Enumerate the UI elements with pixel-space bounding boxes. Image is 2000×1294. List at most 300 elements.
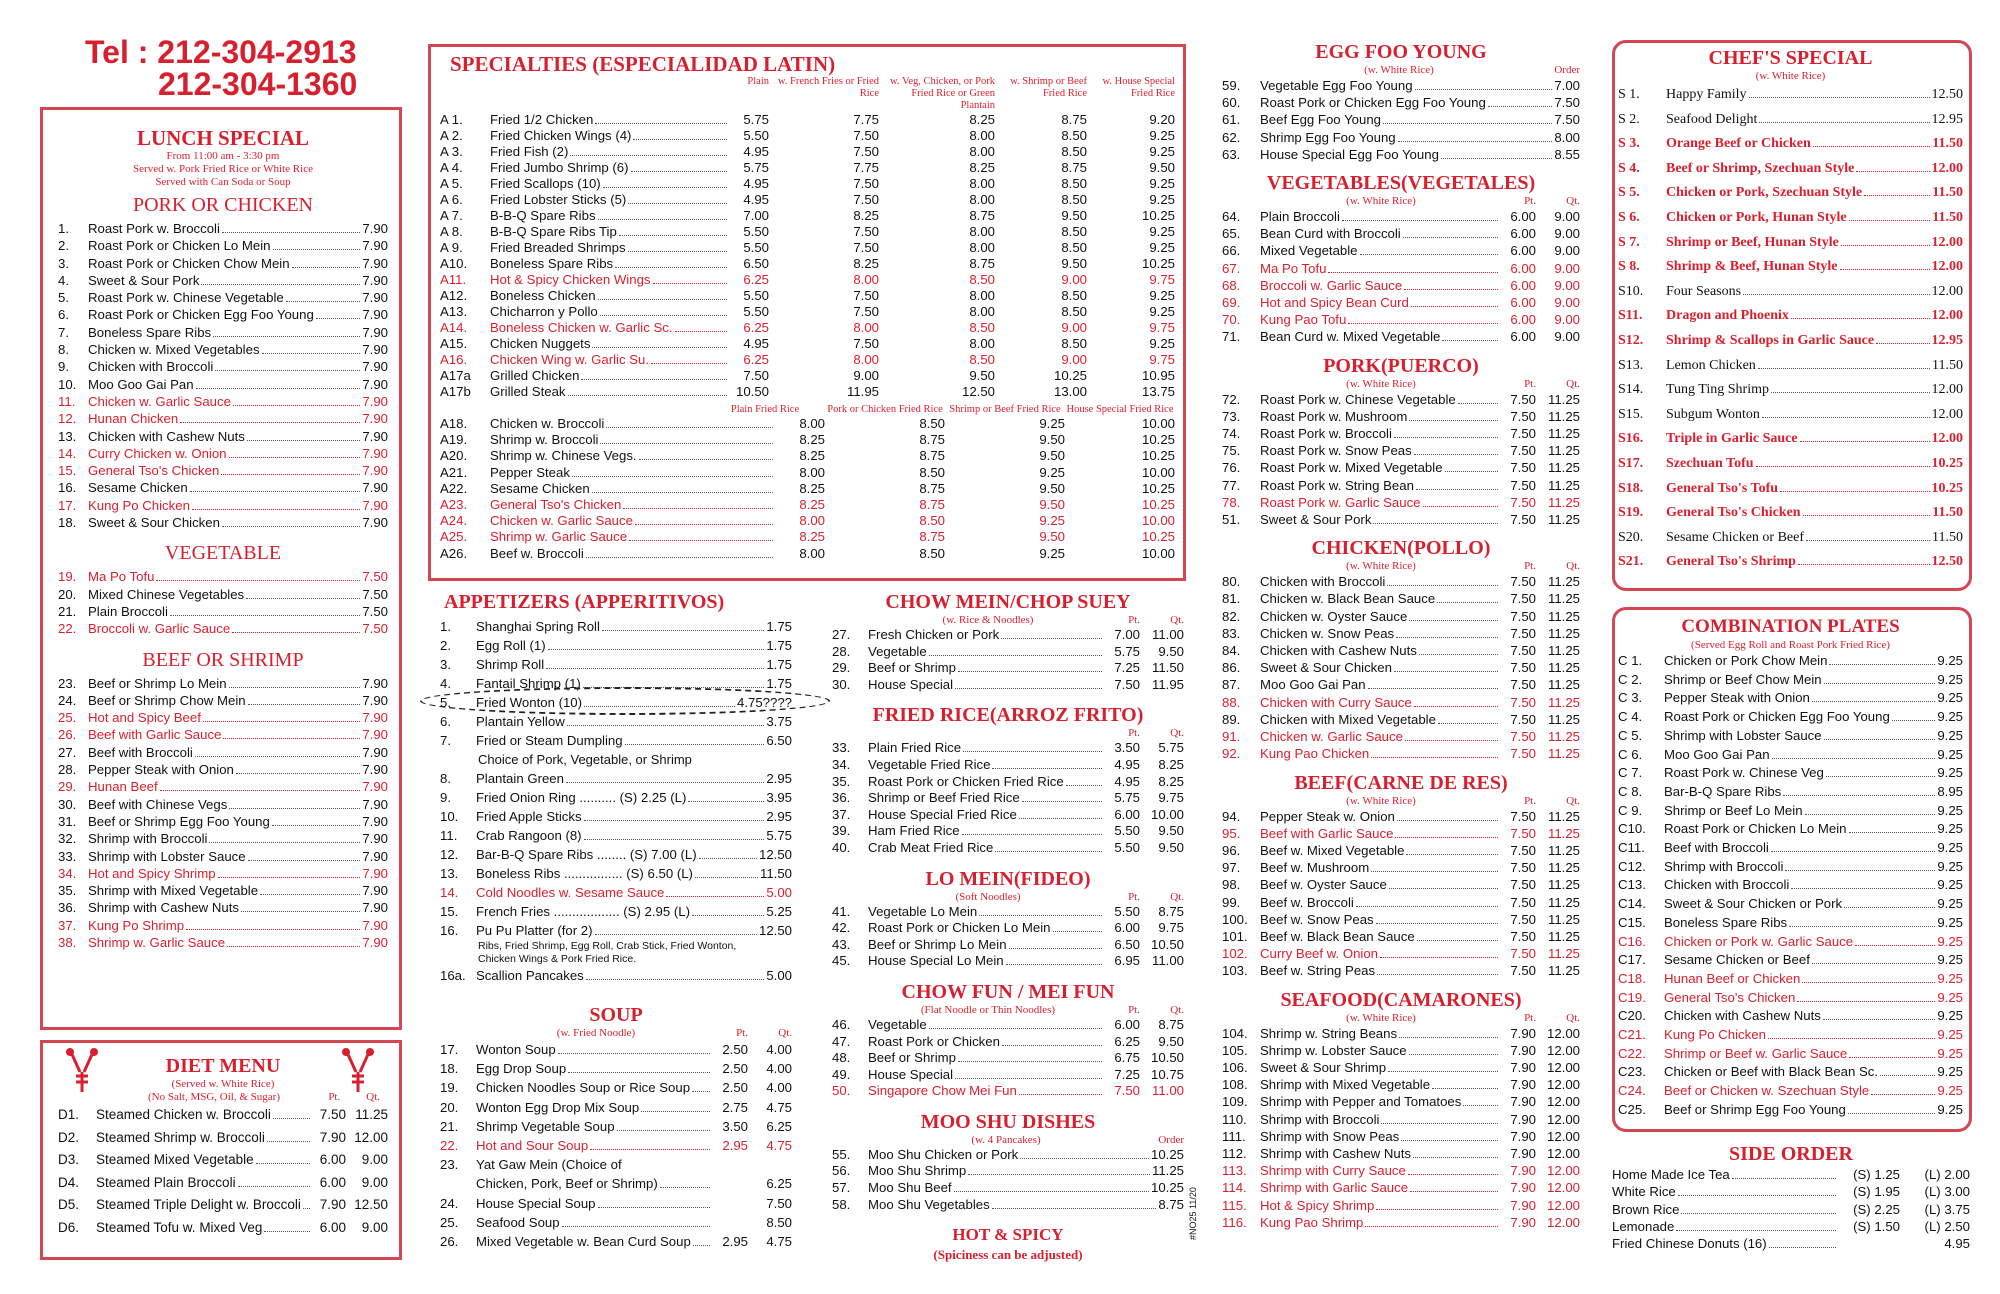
menu-item[interactable] — [440, 1232, 792, 1251]
menu-item[interactable] — [832, 1034, 1184, 1051]
menu-item[interactable] — [1618, 783, 1963, 802]
item-price: 9.00 — [1061, 272, 1087, 287]
menu-item[interactable] — [440, 902, 792, 921]
dot-leader — [1824, 739, 1936, 740]
menu-item[interactable] — [58, 462, 388, 479]
item-price: 8.25 — [799, 529, 825, 545]
menu-item[interactable] — [1222, 825, 1580, 842]
menu-item[interactable] — [1222, 208, 1580, 225]
menu-item[interactable] — [440, 144, 1175, 160]
menu-item[interactable] — [440, 769, 792, 788]
item-price: 9.50 — [1061, 256, 1087, 271]
menu-item[interactable] — [58, 778, 388, 795]
menu-item[interactable] — [58, 709, 388, 726]
item-number: 39. — [832, 823, 851, 839]
menu-item[interactable] — [440, 192, 1175, 208]
menu-item[interactable] — [1222, 573, 1580, 590]
menu-item[interactable] — [58, 306, 388, 323]
menu-item[interactable] — [1222, 111, 1580, 128]
menu-item[interactable] — [440, 513, 1175, 529]
menu-item[interactable] — [1618, 764, 1963, 783]
menu-item[interactable] — [58, 255, 388, 272]
lobster-icon — [62, 1046, 102, 1096]
menu-item[interactable] — [1618, 1045, 1963, 1064]
menu-item[interactable] — [440, 112, 1175, 128]
menu-item[interactable] — [440, 1155, 792, 1174]
menu-item[interactable] — [1612, 1201, 1970, 1218]
item-name: Steamed Mixed Vegetable — [96, 1152, 254, 1167]
item-price: 12.00 — [1931, 431, 1963, 447]
menu-item[interactable] — [58, 726, 388, 743]
menu-item[interactable] — [1222, 590, 1580, 607]
menu-item[interactable] — [440, 208, 1175, 224]
item-number: S19. — [1618, 505, 1644, 521]
menu-item[interactable] — [1222, 1076, 1580, 1093]
menu-item[interactable] — [1222, 94, 1580, 111]
menu-item[interactable] — [1618, 329, 1963, 354]
menu-item[interactable] — [58, 428, 388, 445]
menu-item[interactable] — [58, 341, 388, 358]
menu-item[interactable] — [58, 358, 388, 375]
menu-item[interactable] — [58, 568, 388, 585]
dot-leader — [1802, 982, 1935, 983]
item-price: 7.90 — [362, 917, 388, 933]
menu-item[interactable] — [832, 807, 1184, 824]
menu-item[interactable] — [58, 1217, 388, 1240]
menu-item[interactable] — [832, 627, 1184, 644]
menu-item[interactable] — [440, 1117, 792, 1136]
menu-item[interactable] — [1222, 511, 1580, 528]
menu-item[interactable] — [1222, 1214, 1580, 1231]
menu-item[interactable] — [1618, 652, 1963, 671]
phone-1[interactable]: Tel : 212-304-2913 — [85, 34, 357, 70]
menu-item[interactable] — [440, 352, 1175, 368]
menu-item[interactable] — [58, 479, 388, 496]
menu-item[interactable] — [1618, 970, 1963, 989]
menu-item[interactable] — [58, 220, 388, 237]
menu-item[interactable] — [1618, 802, 1963, 821]
menu-item[interactable] — [1618, 427, 1963, 452]
item-name: Chicken or Pork w. Garlic Sauce — [1664, 933, 1854, 949]
menu-item[interactable] — [1618, 839, 1963, 858]
price-pint: 7.50 — [1510, 591, 1536, 607]
menu-item[interactable] — [440, 731, 792, 750]
item-name: Grilled Steak — [490, 384, 566, 399]
menu-item[interactable] — [1618, 1007, 1963, 1026]
menu-item[interactable] — [832, 1147, 1184, 1164]
item-price: 8.00 — [853, 320, 879, 335]
menu-item[interactable] — [58, 848, 388, 865]
item-price: 7.90 — [362, 463, 388, 479]
item-number: 75. — [1222, 443, 1241, 459]
menu-item[interactable] — [440, 921, 792, 940]
menu-item[interactable] — [832, 920, 1184, 937]
menu-item[interactable] — [58, 514, 388, 531]
menu-item[interactable] — [1618, 895, 1963, 914]
menu-item[interactable] — [440, 368, 1175, 384]
menu-item[interactable] — [832, 1017, 1184, 1034]
menu-item[interactable] — [58, 934, 388, 951]
menu-item[interactable] — [832, 937, 1184, 954]
price-pint: 7.50 — [1510, 946, 1536, 962]
menu-item[interactable] — [1222, 745, 1580, 762]
menu-item[interactable] — [1222, 1059, 1580, 1076]
section-title: BEEF(CARNE DE RES) — [1294, 771, 1508, 794]
menu-item[interactable] — [1222, 1025, 1580, 1042]
menu-item[interactable] — [58, 620, 388, 637]
menu-item[interactable] — [832, 953, 1184, 970]
menu-item[interactable] — [1618, 951, 1963, 970]
menu-item[interactable] — [440, 384, 1175, 400]
menu-item[interactable] — [440, 256, 1175, 272]
menu-item[interactable] — [440, 883, 792, 902]
menu-item[interactable] — [1222, 694, 1580, 711]
item-price: 9.50 — [1039, 497, 1065, 513]
menu-item[interactable] — [58, 917, 388, 934]
menu-item[interactable] — [58, 586, 388, 603]
item-number: 27. — [58, 744, 77, 760]
item-number: S11. — [1618, 308, 1643, 324]
menu-item[interactable] — [440, 1078, 792, 1097]
menu-item[interactable] — [440, 529, 1175, 545]
menu-item[interactable] — [1618, 671, 1963, 690]
menu-item[interactable] — [440, 655, 792, 674]
menu-item[interactable] — [1222, 442, 1580, 459]
menu-item[interactable] — [440, 1194, 792, 1213]
menu-item[interactable] — [58, 497, 388, 514]
item-number: 1. — [440, 619, 451, 634]
menu-item[interactable] — [832, 1050, 1184, 1067]
menu-item[interactable] — [832, 740, 1184, 757]
menu-item[interactable] — [58, 237, 388, 254]
menu-item[interactable] — [440, 497, 1175, 513]
item-name: Shrimp with Lobster Sauce — [88, 848, 246, 864]
menu-item[interactable] — [1618, 1063, 1963, 1082]
menu-item[interactable] — [58, 376, 388, 393]
menu-item[interactable] — [58, 1149, 388, 1172]
section-subtitle: (Served w. White Rice) — [171, 1078, 275, 1090]
menu-item[interactable] — [58, 603, 388, 620]
column-header: Qt. — [366, 1091, 380, 1103]
menu-item[interactable] — [1222, 294, 1580, 311]
menu-item[interactable] — [832, 660, 1184, 677]
menu-item[interactable] — [1618, 820, 1963, 839]
menu-item[interactable] — [1222, 277, 1580, 294]
menu-item[interactable] — [440, 1040, 792, 1059]
item-price: 4.95 — [743, 176, 769, 191]
dot-leader — [1403, 237, 1498, 238]
menu-item[interactable] — [440, 288, 1175, 304]
menu-item[interactable] — [832, 757, 1184, 774]
item-number: 50. — [832, 1083, 851, 1099]
item-number: 8. — [440, 771, 451, 786]
menu-item[interactable] — [58, 410, 388, 427]
menu-item[interactable] — [58, 830, 388, 847]
menu-item[interactable] — [832, 1197, 1184, 1214]
item-price: 8.25 — [799, 432, 825, 448]
menu-item[interactable] — [1618, 255, 1963, 280]
menu-item[interactable] — [1618, 727, 1963, 746]
menu-item[interactable] — [1618, 403, 1963, 428]
item-name: Chicken w. Oyster Sauce — [1260, 608, 1408, 624]
item-price: 9.25 — [1937, 765, 1963, 781]
menu-item[interactable] — [440, 432, 1175, 448]
menu-item[interactable] — [1222, 876, 1580, 893]
menu-item[interactable] — [1618, 452, 1963, 477]
item-number: A 8. — [440, 224, 463, 239]
menu-item[interactable] — [1618, 689, 1963, 708]
menu-item[interactable] — [1618, 1082, 1963, 1101]
phone-2[interactable]: 212-304-1360 — [158, 66, 358, 102]
menu-item[interactable] — [1618, 933, 1963, 952]
menu-item[interactable] — [832, 677, 1184, 694]
item-number: A 7. — [440, 208, 463, 223]
menu-item[interactable] — [58, 761, 388, 778]
item-number: 32. — [58, 831, 77, 847]
menu-item[interactable] — [1222, 1197, 1580, 1214]
menu-item[interactable] — [1222, 391, 1580, 408]
menu-item[interactable] — [1222, 859, 1580, 876]
item-price: 9.25 — [1039, 545, 1065, 561]
menu-item[interactable] — [440, 336, 1175, 352]
menu-item[interactable] — [1222, 1093, 1580, 1110]
price-pint: 7.90 — [1510, 1077, 1536, 1093]
menu-item[interactable] — [440, 617, 792, 636]
menu-item[interactable] — [1618, 1026, 1963, 1045]
menu-item[interactable] — [1222, 894, 1580, 911]
menu-item[interactable] — [1222, 728, 1580, 745]
dot-leader — [1019, 1094, 1102, 1095]
dot-leader — [1365, 1226, 1498, 1227]
menu-item[interactable] — [1222, 945, 1580, 962]
item-name: Mixed Vegetable — [1260, 243, 1358, 259]
menu-item[interactable] — [1222, 842, 1580, 859]
menu-item[interactable] — [440, 320, 1175, 336]
menu-item[interactable] — [1618, 304, 1963, 329]
item-number: C 7. — [1618, 765, 1643, 781]
menu-item[interactable] — [440, 636, 792, 655]
menu-item[interactable] — [1222, 659, 1580, 676]
menu-item[interactable] — [1222, 77, 1580, 94]
menu-item[interactable] — [1222, 928, 1580, 945]
menu-item[interactable] — [832, 774, 1184, 791]
item-name: Beef w. String Peas — [1260, 963, 1376, 979]
item-price: 7.90 — [362, 813, 388, 829]
menu-item[interactable] — [58, 899, 388, 916]
menu-item[interactable] — [440, 224, 1175, 240]
menu-item[interactable] — [58, 813, 388, 830]
dot-leader — [1844, 907, 1935, 908]
menu-item[interactable] — [440, 160, 1175, 176]
menu-item[interactable] — [1222, 1145, 1580, 1162]
menu-item[interactable] — [1618, 526, 1963, 551]
menu-item[interactable] — [1222, 911, 1580, 928]
menu-item[interactable] — [1222, 1179, 1580, 1196]
menu-item[interactable] — [1222, 625, 1580, 642]
item-price: 9.25 — [1937, 653, 1963, 668]
menu-item[interactable] — [832, 1163, 1184, 1180]
menu-item[interactable] — [1222, 242, 1580, 259]
menu-item[interactable] — [58, 1104, 388, 1127]
dot-leader — [1892, 720, 1936, 721]
menu-item[interactable] — [440, 304, 1175, 320]
menu-item[interactable] — [440, 272, 1175, 288]
menu-item[interactable] — [58, 393, 388, 410]
menu-item[interactable] — [832, 1067, 1184, 1084]
menu-item[interactable] — [1618, 501, 1963, 526]
menu-item[interactable] — [58, 1194, 388, 1217]
menu-item[interactable] — [440, 546, 1175, 562]
item-name: Fried Fish (2) — [490, 144, 569, 159]
menu-item[interactable] — [832, 840, 1184, 857]
menu-item[interactable] — [1618, 550, 1963, 575]
menu-item[interactable] — [58, 324, 388, 341]
menu-item[interactable] — [1618, 746, 1963, 765]
menu-item[interactable] — [1222, 328, 1580, 345]
menu-item[interactable] — [1222, 1042, 1580, 1059]
dot-leader — [1732, 1178, 1836, 1179]
menu-item[interactable] — [440, 176, 1175, 192]
menu-item[interactable] — [1222, 408, 1580, 425]
menu-item[interactable] — [58, 882, 388, 899]
price-pint: 7.50 — [1510, 391, 1536, 407]
menu-item[interactable] — [1618, 132, 1963, 157]
item-name: Roast Pork or Chicken — [868, 1033, 1000, 1049]
menu-item[interactable] — [440, 1059, 792, 1078]
item-price: 9.25 — [1039, 464, 1065, 480]
menu-item[interactable] — [832, 644, 1184, 661]
menu-item[interactable] — [1618, 708, 1963, 727]
menu-item[interactable] — [440, 240, 1175, 256]
menu-item[interactable] — [1618, 280, 1963, 305]
menu-item[interactable] — [1222, 311, 1580, 328]
price-pint: 7.50 — [1510, 746, 1536, 762]
menu-item[interactable] — [58, 675, 388, 692]
menu-item[interactable] — [1618, 876, 1963, 895]
menu-item[interactable] — [440, 826, 792, 845]
item-price: 9.00 — [1061, 320, 1087, 335]
menu-item[interactable] — [1618, 1101, 1963, 1120]
menu-item[interactable] — [832, 790, 1184, 807]
menu-item[interactable] — [440, 448, 1175, 464]
menu-item[interactable] — [1222, 425, 1580, 442]
menu-item[interactable] — [1222, 642, 1580, 659]
menu-item[interactable] — [440, 416, 1175, 432]
menu-item[interactable] — [1222, 129, 1580, 146]
price-pint: 7.50 — [1510, 677, 1536, 693]
menu-item[interactable] — [440, 864, 792, 883]
menu-item[interactable] — [1618, 354, 1963, 379]
price-pint: 7.50 — [1510, 729, 1536, 745]
menu-item[interactable] — [1618, 157, 1963, 182]
soup-section — [440, 1003, 792, 1251]
item-name: Plain Broccoli — [88, 603, 168, 619]
menu-item[interactable] — [58, 445, 388, 462]
menu-item[interactable] — [58, 865, 388, 882]
menu-item[interactable] — [1618, 477, 1963, 502]
item-price: 12.50 — [961, 384, 995, 399]
menu-item[interactable] — [1612, 1235, 1970, 1252]
menu-item[interactable] — [1222, 1162, 1580, 1179]
menu-item[interactable] — [58, 796, 388, 813]
item-price: 6.50 — [766, 733, 792, 748]
menu-item[interactable] — [1618, 989, 1963, 1008]
menu-item[interactable] — [1612, 1218, 1970, 1235]
menu-item[interactable] — [440, 788, 792, 807]
menu-item[interactable] — [1222, 494, 1580, 511]
item-price: 8.00 — [969, 128, 995, 143]
menu-item[interactable] — [1618, 858, 1963, 877]
menu-item[interactable] — [1222, 608, 1580, 625]
menu-item[interactable] — [832, 904, 1184, 921]
menu-item[interactable] — [1222, 459, 1580, 476]
menu-item[interactable] — [440, 481, 1175, 497]
menu-item[interactable] — [1618, 181, 1963, 206]
menu-item[interactable] — [1612, 1183, 1970, 1200]
menu-item[interactable] — [1222, 711, 1580, 728]
menu-item[interactable] — [832, 1083, 1184, 1100]
menu-item[interactable] — [1612, 1166, 1970, 1183]
menu-item[interactable] — [1618, 378, 1963, 403]
menu-item[interactable] — [1222, 146, 1580, 163]
menu-item[interactable] — [1222, 477, 1580, 494]
menu-item[interactable] — [440, 1136, 792, 1155]
item-number: 116. — [1222, 1214, 1247, 1230]
item-name: Home Made Ice Tea — [1612, 1167, 1730, 1182]
item-name: Egg Roll (1) — [476, 638, 546, 653]
menu-item[interactable] — [58, 692, 388, 709]
menu-item[interactable] — [440, 1213, 792, 1232]
item-name: Pu Pu Platter (for 2) — [476, 923, 593, 938]
menu-item[interactable] — [58, 289, 388, 306]
menu-item[interactable] — [440, 1174, 792, 1193]
menu-item[interactable] — [1222, 808, 1580, 825]
menu-item[interactable] — [58, 1127, 388, 1150]
menu-item[interactable] — [440, 128, 1175, 144]
item-price: 7.90 — [362, 290, 388, 306]
item-number: A13. — [440, 304, 468, 319]
menu-item[interactable] — [440, 845, 792, 864]
menu-item[interactable] — [1618, 914, 1963, 933]
item-price: 8.95 — [1937, 783, 1963, 799]
menu-item[interactable] — [440, 807, 792, 826]
menu-item[interactable] — [1618, 83, 1963, 108]
menu-item[interactable] — [832, 823, 1184, 840]
menu-item[interactable] — [1222, 1111, 1580, 1128]
menu-item[interactable] — [1222, 962, 1580, 979]
menu-item[interactable] — [58, 1172, 388, 1195]
dot-leader — [1798, 564, 1930, 565]
menu-item[interactable] — [440, 1098, 792, 1117]
menu-item[interactable] — [1618, 231, 1963, 256]
menu-item[interactable] — [1222, 260, 1580, 277]
menu-item[interactable] — [440, 465, 1175, 481]
menu-item[interactable] — [58, 744, 388, 761]
menu-item[interactable] — [1222, 676, 1580, 693]
menu-item[interactable] — [1222, 225, 1580, 242]
menu-item[interactable] — [1222, 1128, 1580, 1145]
menu-item[interactable] — [440, 966, 792, 985]
item-name: Mixed Vegetable w. Bean Curd Soup — [476, 1234, 691, 1250]
menu-item[interactable] — [832, 1180, 1184, 1197]
menu-item[interactable] — [1618, 206, 1963, 231]
menu-item[interactable] — [58, 272, 388, 289]
dot-leader — [598, 219, 727, 220]
menu-item[interactable] — [1618, 108, 1963, 133]
item-number: S 3. — [1618, 136, 1640, 152]
item-number: C10. — [1618, 821, 1646, 837]
section-title: PORK OR CHICKEN — [132, 194, 314, 216]
